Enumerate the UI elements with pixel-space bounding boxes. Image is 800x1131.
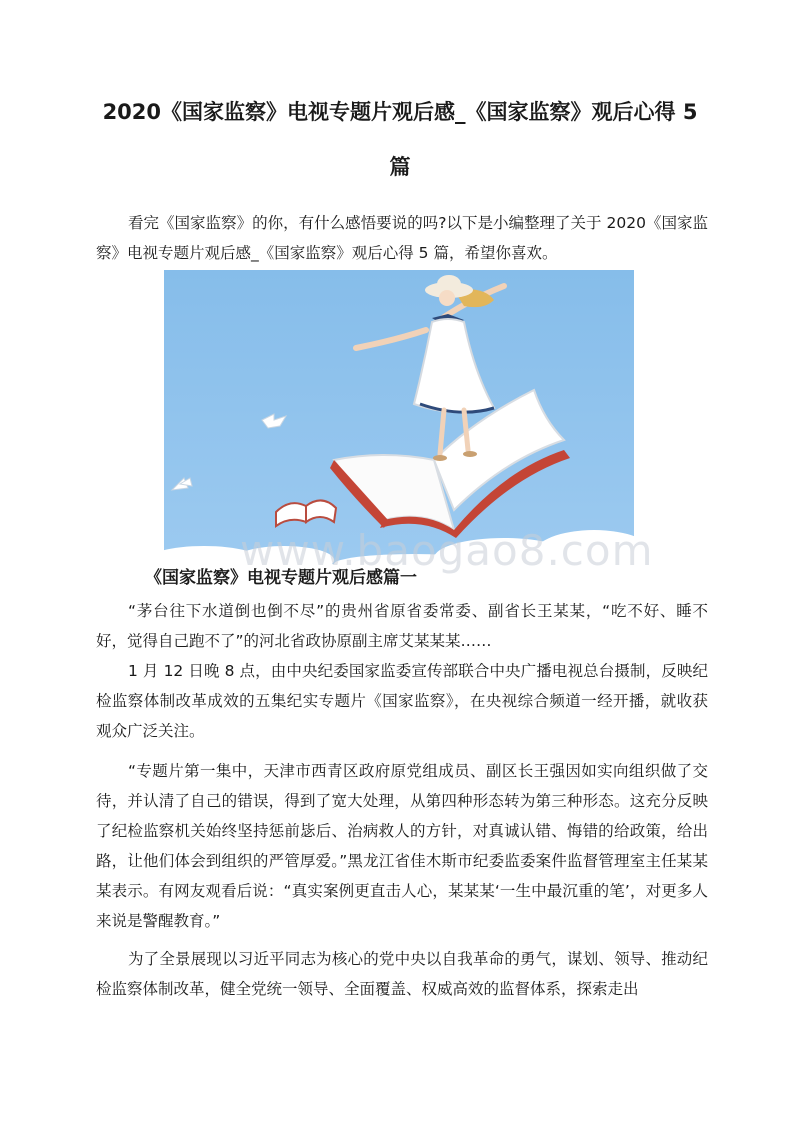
- intro-paragraph: 看完《国家监察》的你，有什么感悟要说的吗?以下是小编整理了关于 2020《国家监察》电视专题片观后感_《国家监察》观后心得 5 篇，希望你喜欢。: [96, 214, 708, 262]
- section-heading: 《国家监察》电视专题片观后感篇一: [145, 568, 417, 588]
- body-paragraph-2: 1 月 12 日晚 8 点，由中央纪委国家监委宣传部联合中央广播电视总台摄制，反映纪检监察体制改革成效的五集纪实专题片《国家监察》，在央视综合频道一经开播，就收获观众广泛关注。: [96, 662, 708, 740]
- document-title-line-1: 2020《国家监察》电视专题片观后感_《国家监察》观后心得 5: [102, 100, 698, 124]
- illustration-image: [164, 270, 634, 564]
- document-title-line-2: 篇: [389, 155, 411, 179]
- girl-on-book-icon: [164, 270, 634, 564]
- body-paragraph-4: 为了全景展现以习近平同志为核心的党中央以自我革命的勇气，谋划、领导、推动纪检监察体制改革，健全党统一领导、全面覆盖、权威高效的监督体系，探索走出: [96, 950, 708, 998]
- body-paragraph-1: “茅台往下水道倒也倒不尽”的贵州省原省委常委、副省长王某某，“吃不好、睡不好，觉得自己跑不了”的河北省政协原副主席艾某某某……: [96, 602, 708, 650]
- body-paragraph-3: “专题片第一集中，天津市西青区政府原党组成员、副区长王强因如实向组织做了交待，并认清了自己的错误，得到了宽大处理，从第四种形态转为第三种形态。这充分反映了纪检监察机关始终坚持惩前毖后、治病救人的方针，对真诚认错、悔错的给政策，给出路，让他们体会到组织的严管厚爱。”黑龙江省佳木斯市纪委监委案件监督管理室主任某某某表示。有网友观看后说：“真实案例更直击人心，某某某‘一生中最沉重的笔’，对更多人来说是警醒教育。”: [96, 762, 708, 930]
- watermark-text: www.baogao8.com: [240, 526, 654, 575]
